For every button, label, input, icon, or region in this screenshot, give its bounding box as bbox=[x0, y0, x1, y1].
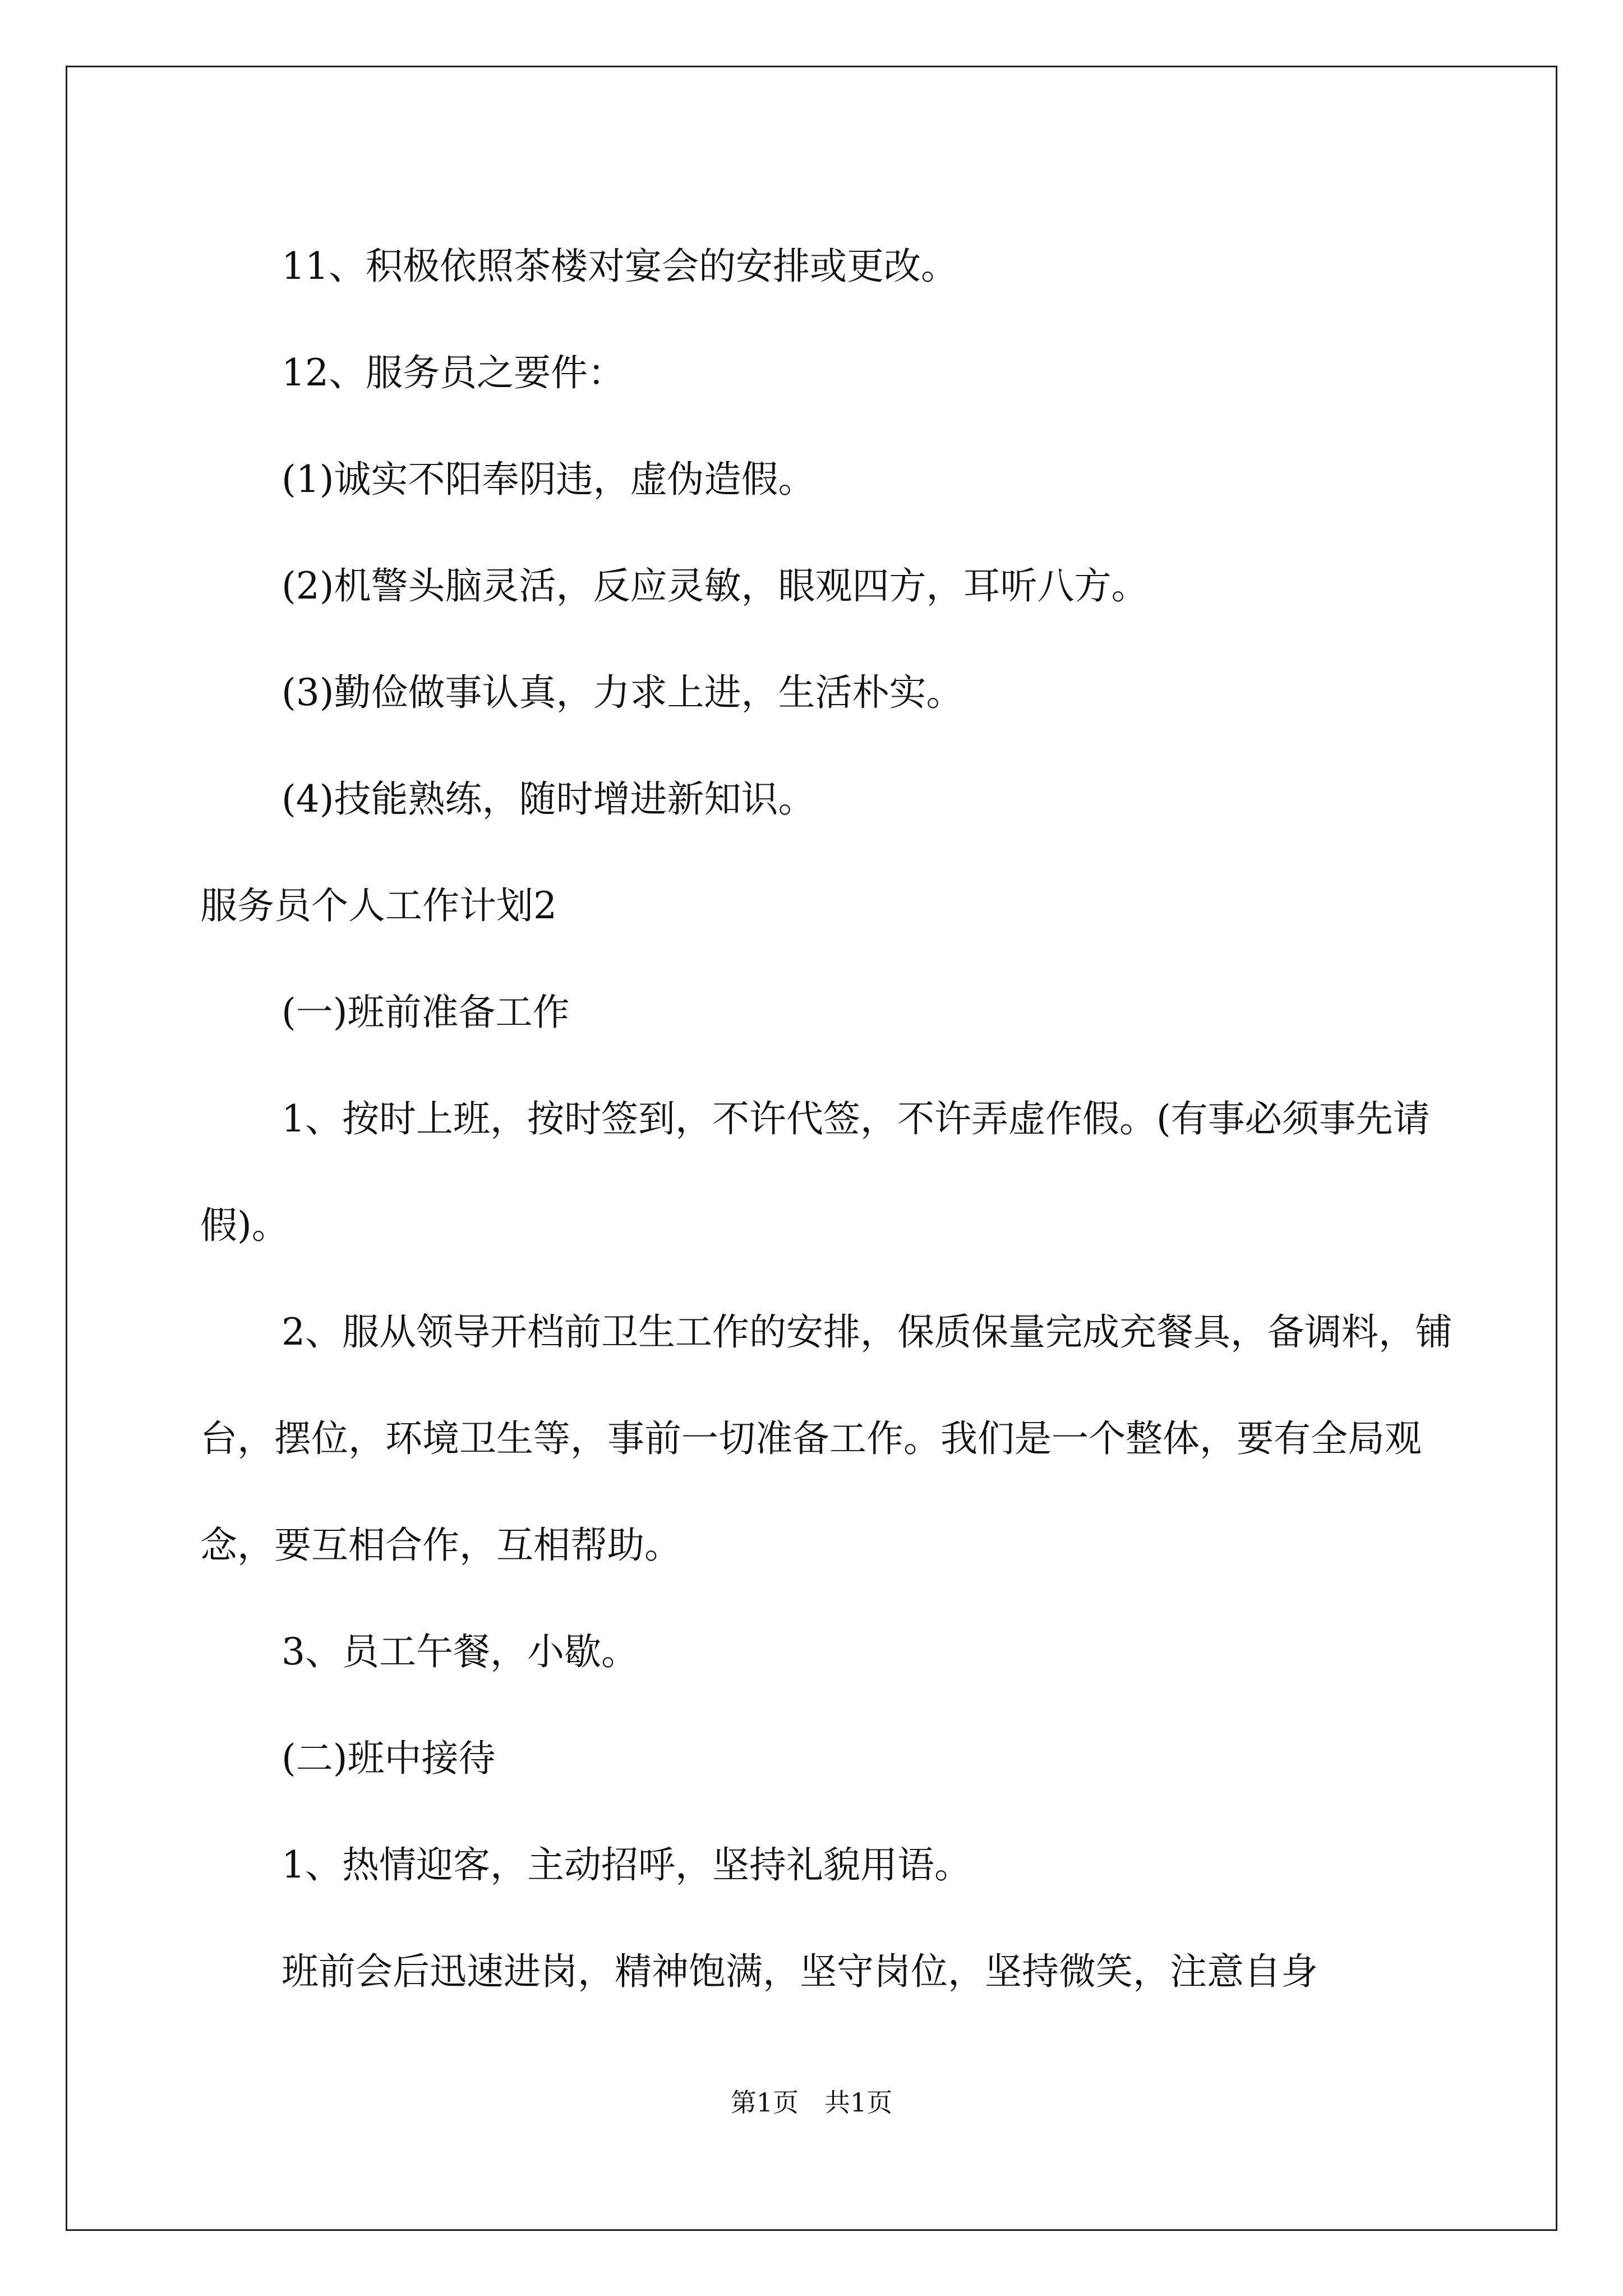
paragraph-requirement-3: (3)勤俭做事认真，力求上进，生活朴实。 bbox=[282, 671, 963, 714]
paragraph-step-3: 3、员工午餐，小歇。 bbox=[282, 1630, 638, 1673]
section-heading: 服务员个人工作计划2 bbox=[200, 884, 557, 927]
paragraph-reception-detail: 班前会后迅速进岗，精神饱满，坚守岗位，坚持微笑，注意自身 bbox=[282, 1950, 1318, 1993]
document-body bbox=[200, 213, 1453, 2025]
paragraph-reception-1: 1、热情迎客，主动招呼，坚持礼貌用语。 bbox=[282, 1843, 971, 1887]
subsection-heading-2: (二)班中接待 bbox=[282, 1737, 496, 1780]
paragraph-step-1: 1、按时上班，按时签到，不许代签，不许弄虚作假。(有事必须事先请假)。 bbox=[200, 1097, 1430, 1247]
paragraph-requirement-4: (4)技能熟练，随时增进新知识。 bbox=[282, 777, 815, 821]
subsection-heading-1: (一)班前准备工作 bbox=[282, 991, 570, 1034]
paragraph-item-11: 11、积极依照茶楼对宴会的安排或更改。 bbox=[282, 245, 958, 288]
paragraph-item-12: 12、服务员之要件： bbox=[282, 351, 625, 394]
page-footer: 第1页 共1页 bbox=[730, 2087, 893, 2118]
paragraph-requirement-1: (1)诚实不阳奉阴违，虚伪造假。 bbox=[282, 458, 815, 501]
paragraph-step-2: 2、服从领导开档前卫生工作的安排，保质保量完成充餐具，备调料，铺台，摆位，环境卫生等，事前一切准备工作。我们是一个整体，要有全局观念，要互相合作，互相帮助。 bbox=[200, 1310, 1453, 1567]
paragraph-requirement-2: (2)机警头脑灵活，反应灵敏，眼观四方，耳听八方。 bbox=[282, 564, 1149, 608]
